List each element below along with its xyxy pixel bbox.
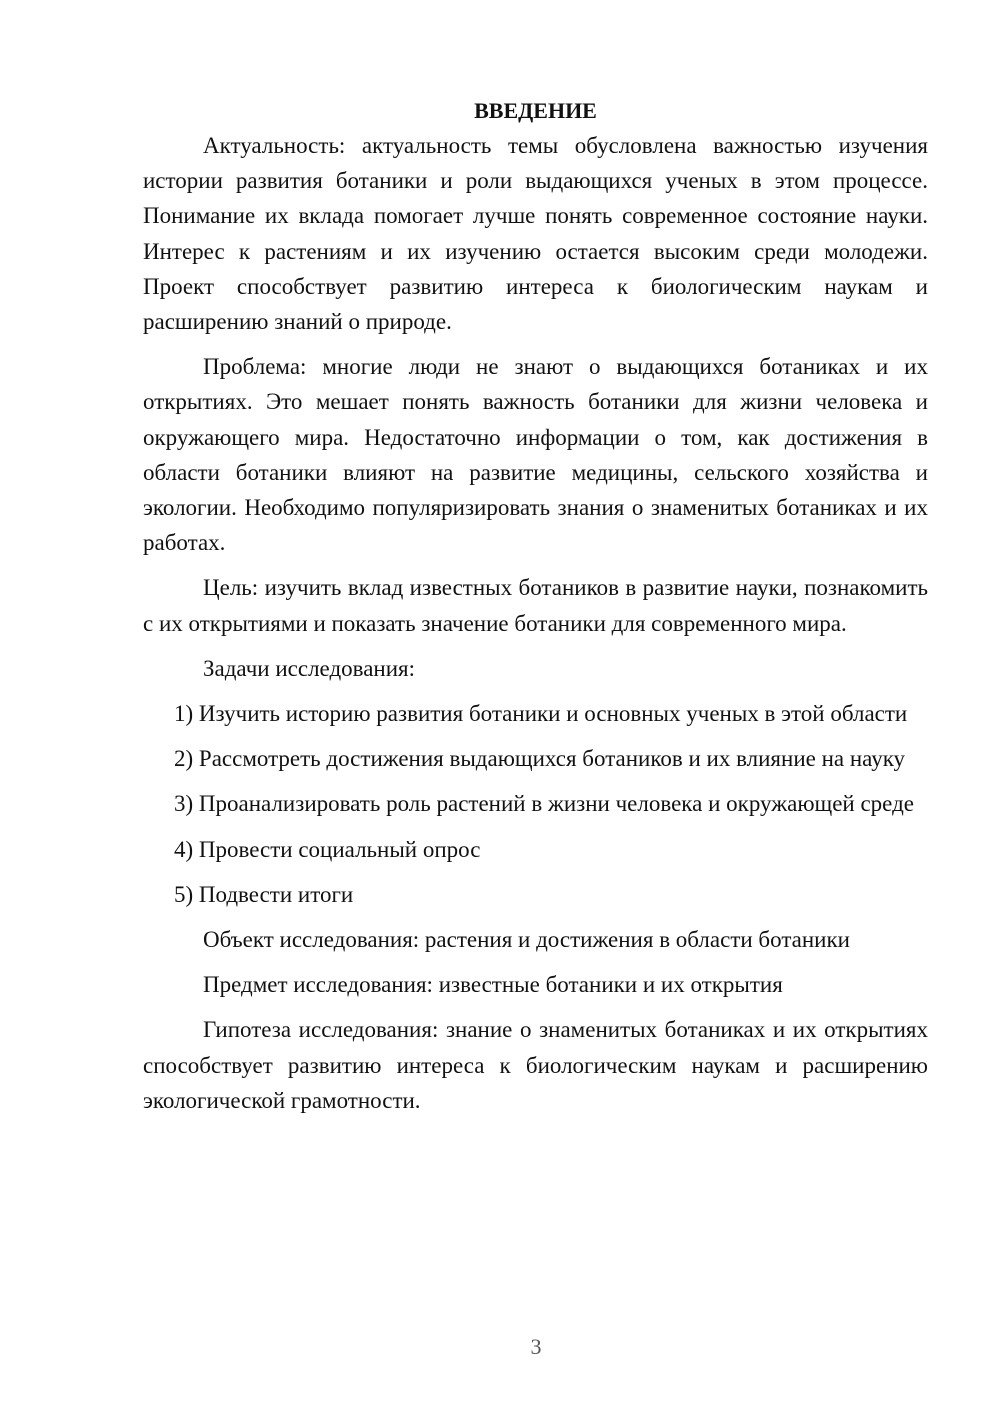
page-content	[143, 93, 928, 1128]
list-item: 5) Подвести итоги	[174, 881, 354, 907]
research-object: Объект исследования: растения и достижения в области ботаники	[203, 927, 850, 953]
list-item: 1) Изучить историю развития ботаники и основных ученых в этой области	[174, 701, 908, 727]
paragraph-relevance: Актуальность: актуальность темы обусловлена важностью изучения истории развития ботаники и роли выдающихся ученых в этом процессе. Понимание их вклада помогает лучше понять современное состояние науки. Интерес к растениям и их изучению остается высоким среди молодежи. Проект способствует развитию интереса к биологическим наукам и расширению знаний о природе.	[143, 133, 928, 335]
paragraph-goal: Цель: изучить вклад известных ботаников в развитие науки, познакомить с их открытиями и показать значение ботаники для современного мира.	[143, 575, 928, 636]
list-item: 2) Рассмотреть достижения выдающихся ботаников и их влияние на науку	[174, 746, 906, 772]
research-hypothesis: Гипотеза исследования: знание о знаменитых ботаниках и их открытиях способствует развитию интереса к биологическим наукам и расширению экологической грамотности.	[143, 1017, 928, 1113]
research-subject: Предмет исследования: известные ботаники и их открытия	[203, 972, 783, 998]
tasks-list	[143, 696, 928, 912]
page-title: ВВЕДЕНИЕ	[474, 98, 597, 123]
page-number: 3	[530, 1334, 542, 1359]
tasks-heading: Задачи исследования:	[203, 655, 416, 681]
paragraph-problem: Проблема: многие люди не знают о выдающихся ботаниках и их открытиях. Это мешает понять важность ботаники для жизни человека и окружающего мира. Недостаточно информации о том, как достижения в области ботаники влияют на развитие медицины, сельского хозяйства и экологии. Необходимо популяризировать знания о знаменитых ботаниках и их работах.	[143, 354, 928, 556]
list-item: 4) Провести социальный опрос	[174, 836, 481, 862]
list-item: 3) Проанализировать роль растений в жизни человека и окружающей среде	[174, 791, 914, 817]
